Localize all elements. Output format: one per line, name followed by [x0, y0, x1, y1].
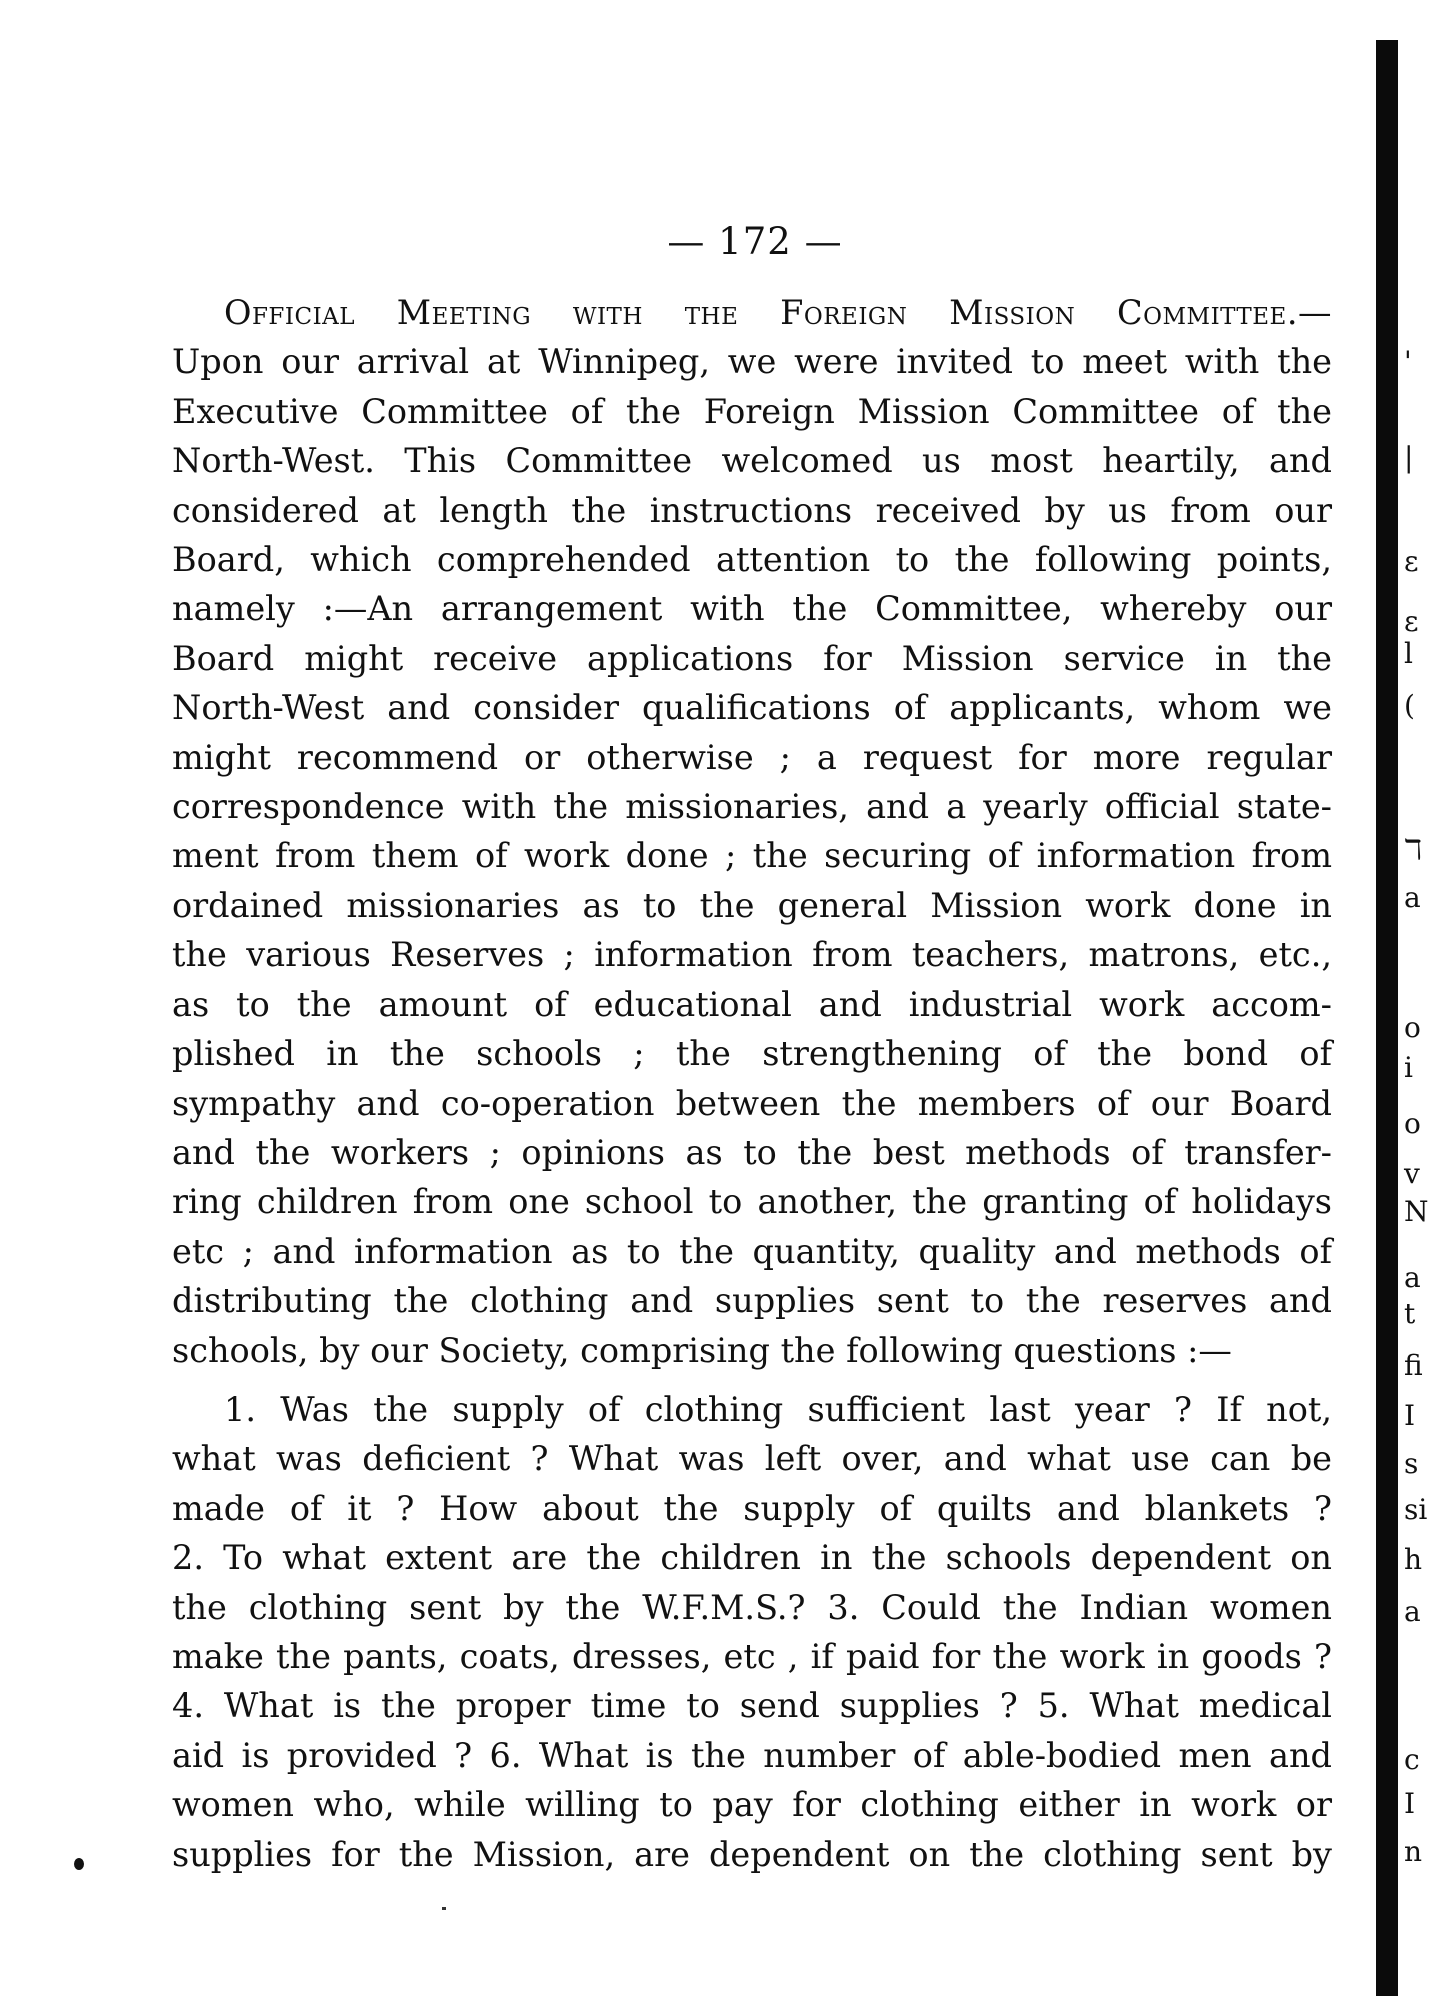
bleed-fragment: | — [1404, 441, 1414, 474]
text-line: the various Reserves ; information from teachers, matrons, etc., — [172, 935, 1332, 975]
text-line: sympathy and co-operation between the members of our Board — [172, 1083, 1332, 1123]
text-line: the clothing sent by the W.F.M.S.? 3. Could the Indian women — [172, 1587, 1332, 1627]
text-line: Executive Committee of the Foreign Mission Committee of the — [172, 391, 1332, 431]
text-line: women who, while willing to pay for clothing either in work or — [172, 1785, 1332, 1825]
bleed-fragment: si — [1404, 1493, 1428, 1526]
bleed-fragment: i — [1404, 1051, 1413, 1084]
bleed-fragment: ( — [1404, 689, 1415, 722]
bleed-fragment: t — [1404, 1297, 1416, 1330]
bleed-fragment: ' — [1404, 345, 1412, 378]
text-line: supplies for the Mission, are dependent on the clothing sent by — [172, 1834, 1332, 1874]
text-line: distributing the clothing and supplies sent to the reserves and — [172, 1281, 1332, 1321]
text-line: made of it ? How about the supply of quilts and blankets ? — [172, 1488, 1332, 1528]
bleed-fragment: o — [1404, 1107, 1421, 1140]
text-line: schools, by our Society, comprising the following questions :— — [172, 1330, 1232, 1370]
bleed-fragment: ɛ — [1404, 545, 1419, 578]
bleed-fragment: I — [1404, 1399, 1416, 1432]
bleed-fragment: N — [1404, 1195, 1429, 1228]
bleed-fragment: a — [1404, 881, 1421, 914]
text-line: ment from them of work done ; the securing of information from — [172, 836, 1332, 876]
paragraph-meeting — [172, 288, 1332, 1375]
text-line: Board might receive applications for Mission service in the — [172, 638, 1332, 678]
bleed-fragment: a — [1404, 1261, 1421, 1294]
bleed-fragment: c — [1404, 1743, 1420, 1776]
bleed-fragment: h — [1404, 1543, 1423, 1576]
bleed-fragment: l — [1404, 637, 1413, 670]
section-heading: Official Meeting with the Foreign Mission Committee.— — [224, 293, 1332, 332]
bleed-fragment: a — [1404, 1595, 1421, 1628]
bleed-fragment: v — [1404, 1157, 1420, 1190]
bleed-fragment: o — [1404, 1011, 1421, 1044]
text-line: North-West and consider qualifications of applicants, whom we — [172, 688, 1332, 728]
page-number: — 172 — — [667, 220, 843, 263]
text-line: etc ; and information as to the quantity, quality and methods of — [172, 1231, 1332, 1271]
text-line: what was deficient ? What was left over, and what use can be — [172, 1439, 1332, 1479]
text-line: Board, which comprehended attention to the following points, — [172, 540, 1332, 580]
bleed-fragment: fi — [1404, 1349, 1423, 1382]
bleed-fragment: ɛ — [1404, 605, 1419, 638]
bleed-fragment: I — [1404, 1787, 1416, 1820]
facing-page-bleed — [1400, 0, 1440, 1996]
text-line: correspondence with the missionaries, and a yearly official state- — [172, 787, 1332, 827]
text-line: make the pants, coats, dresses, etc , if paid for the work in goods ? — [172, 1636, 1332, 1676]
text-line: plished in the schools ; the strengthening of the bond of — [172, 1034, 1332, 1074]
text-line: 2. To what extent are the children in the schools dependent on — [172, 1538, 1332, 1578]
book-gutter-shadow — [1376, 40, 1398, 1996]
text-line: North-West. This Committee welcomed us most heartily, and — [172, 441, 1332, 481]
paragraph-questions — [172, 1385, 1332, 1879]
text-line: might recommend or otherwise ; a request for more regular — [172, 737, 1332, 777]
text-line: as to the amount of educational and industrial work accom- — [172, 984, 1332, 1024]
ink-spot — [74, 1858, 84, 1870]
text-line: ring children from one school to another, the granting of holidays — [172, 1182, 1332, 1222]
ink-speck — [442, 1907, 446, 1910]
text-line: 1. Was the supply of clothing sufficient last year ? If not, — [224, 1389, 1332, 1429]
text-line: considered at length the instructions received by us from our — [172, 490, 1332, 530]
text-line: and the workers ; opinions as to the best methods of transfer- — [172, 1132, 1332, 1172]
text-line: aid is provided ? 6. What is the number of able-bodied men and — [172, 1735, 1332, 1775]
bleed-fragment: ℸ — [1404, 833, 1423, 866]
text-line: namely :—An arrangement with the Committee, whereby our — [172, 589, 1332, 629]
text-line: Upon our arrival at Winnipeg, we were invited to meet with the — [172, 342, 1332, 382]
bleed-fragment: n — [1404, 1835, 1423, 1868]
page-body — [172, 288, 1332, 1879]
text-line: ordained missionaries as to the general Mission work done in — [172, 885, 1332, 925]
bleed-fragment: s — [1404, 1447, 1419, 1480]
text-line: 4. What is the proper time to send supplies ? 5. What medical — [172, 1686, 1332, 1726]
